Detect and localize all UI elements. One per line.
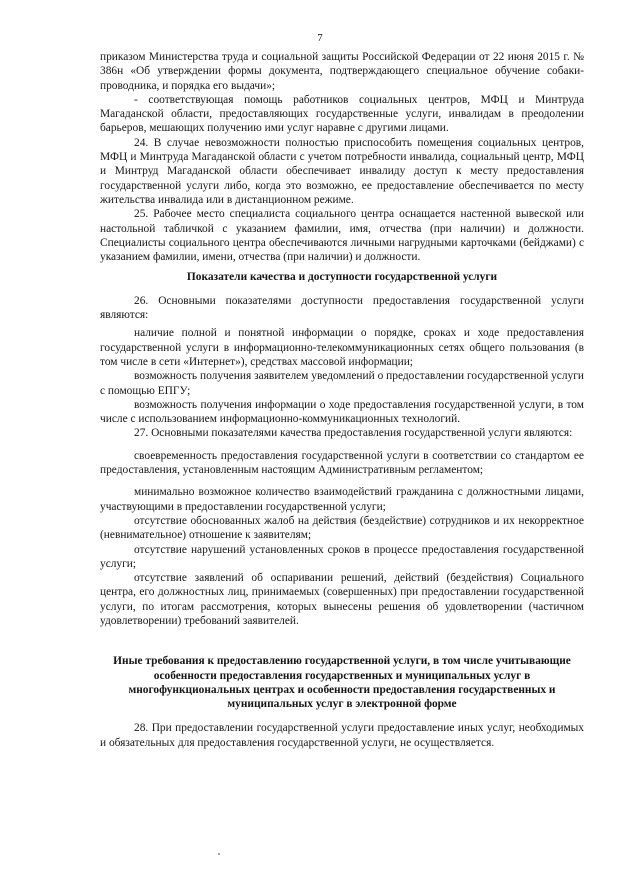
list-item: возможность получения заявителем уведомлений о предоставлении государственной услуги с помощью ЕПГУ; (100, 370, 584, 397)
document-body (100, 50, 584, 750)
paragraph-26-intro: 26. Основными показателями доступности предоставления государственной услуги являются: (100, 294, 584, 322)
section-heading-other-requirements: Иные требования к предоставлению государственной услуги, в том числе учитывающие особенности предоставления государственных и муниципальных услуг в многофункциональных центрах и особенности предоставления государственных и муниципальных услуг в электронной форме (113, 655, 571, 711)
list-item: своевременность предоставления государственной услуги в соответствии со стандартом ее предоставления, установленным настоящим Административным регламентом; (100, 449, 584, 477)
list-item: возможность получения информации о ходе предоставления государственной услуги, в том числе с использованием информационно-коммуникационных технологий. (100, 398, 584, 426)
paragraph-order-reference: приказом Министерства труда и социальной защиты Российской Федерации от 22 июня 2015 г. № 386н «Об утверждении формы документа, подтверждающего специальное обучение собаки-проводника, и порядка его выдачи»; (100, 51, 584, 92)
list-item: отсутствие нарушений установленных сроков в процессе предоставления государственной услуги; (100, 543, 584, 570)
paragraph-assistance: - соответствующая помощь работников социальных центров, МФЦ и Минтруда Магаданской области, предоставляющих государственные услуги, инвалидам в преодолении барьеров, мешающих получению ими услуг наравне с другими лицами. (100, 93, 584, 135)
list-item: наличие полной и понятной информации о порядке, сроках и ходе предоставления государственной услуги в информационно-телекоммуникационных сетях общего пользования (в том числе в сети «Интернет»), средствах массовой информации; (100, 327, 584, 368)
page-number: 7 (317, 32, 323, 44)
section-heading-quality: Показатели качества и доступности государственной услуги (186, 271, 498, 284)
list-item: отсутствие заявлений об оспаривании решений, действий (бездействия) Социального центра, его должностных лиц, принимаемых (совершенных) при предоставлении государственной услуги, по итогам рассмотрения, которых вынесены решения об удовлетворении (частичном удовлетворении) требований заявителей. (100, 572, 584, 627)
paragraph-27-intro: 27. Основными показателями качества предоставления государственной услуги являются: (134, 427, 573, 440)
list-item: отсутствие обоснованных жалоб на действия (бездействие) сотрудников и их некорректное (невнимательное) отношение к заявителям; (100, 514, 584, 542)
paragraph-25: 25. Рабочее место специалиста социального центра оснащается настенной вывеской или настольной табличкой с указанием фамилии, имя, отчества (при наличии) и должности. Специалисты социального центра обеспечиваются личными нагрудными карточками (бейджами) с указанием фамилии, имени, отчества (при наличии) и должности. (100, 208, 584, 264)
paragraph-24: 24. В случае невозможности полностью приспособить помещения социальных центров, МФЦ и Минтруда Магаданской области с учетом потребности инвалида, социальный центр, МФЦ и Минтруд Магаданской области обеспечивает инвалиду доступ к месту предоставления государственной услуги либо, когда это возможно, ее предоставление обеспечивается по месту жительства инвалида или в дистанционном режиме. (100, 136, 584, 206)
scan-speck (218, 853, 220, 855)
list-item: минимально возможное количество взаимодействий гражданина с должностными лицами, участвующими в предоставлении государственной услуги; (100, 486, 584, 513)
paragraph-28: 28. При предоставлении государственной услуги предоставление иных услуг, необходимых и обязательных для предоставления государственной услуги, не осуществляется. (100, 722, 584, 749)
